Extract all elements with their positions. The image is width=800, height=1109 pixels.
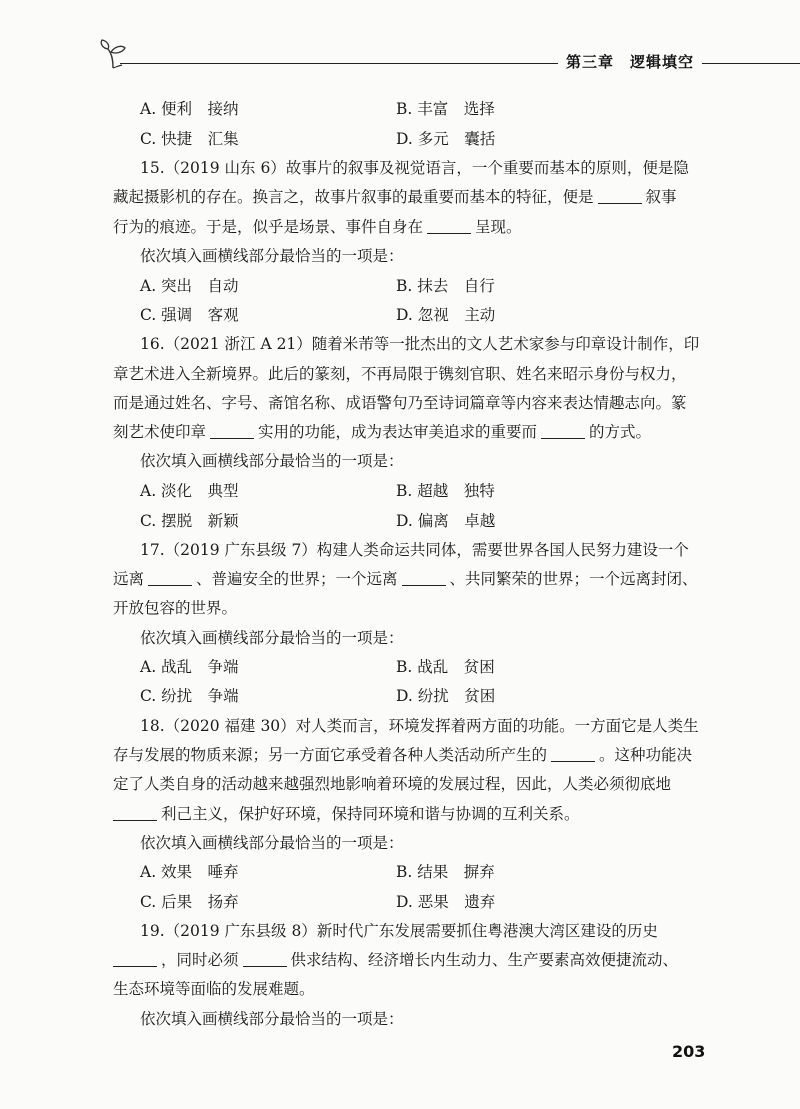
- q19-text: ，同时必须: [161, 951, 239, 969]
- q18-prompt: 依次填入画横线部分最恰当的一项是：: [140, 834, 404, 852]
- q18-line-4: [0, 804, 800, 824]
- header-rule-right: [702, 63, 800, 64]
- q16-text: 实用的功能，成为表达审美追求的重要而: [258, 423, 538, 441]
- option-a: A. 淡化 典型: [140, 482, 239, 500]
- q19-line-2: [0, 950, 800, 970]
- header-rule-left: [120, 63, 558, 64]
- answer-blank: [427, 219, 471, 234]
- option-c: C. 摆脱 新颖: [140, 512, 239, 530]
- q18-text: 存与发展的物质来源；另一方面它承受着各种人类活动所产生的: [113, 746, 548, 764]
- answer-blank: [402, 571, 446, 586]
- option-c: C. 纷扰 争端: [140, 687, 239, 705]
- q16-line-2: 章艺术进入全新境界。此后的篆刻，不再局限于镌刻官职、姓名来昭示身份与权力，: [113, 365, 687, 383]
- answer-blank: [243, 952, 287, 967]
- option-a: A. 战乱 争端: [140, 658, 239, 676]
- q15-text: 呈现。: [475, 218, 522, 236]
- q16-line-1: 16.（2021 浙江 A 21）随着米芾等一批杰出的文人艺术家参与印章设计制作，印: [140, 335, 700, 353]
- running-header: [98, 38, 714, 78]
- q17-text: 、共同繁荣的世界；一个远离封闭、: [449, 570, 698, 588]
- option-a: A. 便利 接纳: [140, 100, 239, 118]
- q15-text: 藏起摄影机的存在。换言之，故事片叙事的最重要而基本的特征，便是: [113, 188, 594, 206]
- option-d: D. 忽视 主动: [396, 306, 496, 324]
- option-d: D. 恶果 遗弃: [396, 893, 496, 911]
- answer-blank: [148, 571, 192, 586]
- q19-line-3: 生态环境等面临的发展难题。: [113, 980, 315, 998]
- answer-blank: [113, 952, 157, 967]
- q18-line-1: 18.（2020 福建 30）对人类而言，环境发挥着两方面的功能。一方面它是人类生: [140, 717, 699, 735]
- option-b: B. 超越 独特: [396, 482, 495, 500]
- option-b: B. 结果 摒弃: [396, 863, 495, 881]
- q19-prompt: 依次填入画横线部分最恰当的一项是：: [140, 1010, 404, 1028]
- answer-blank: [598, 189, 642, 204]
- option-d: D. 纷扰 贫困: [396, 687, 496, 705]
- option-c: C. 后果 扬弃: [140, 893, 239, 911]
- option-c: C. 强调 客观: [140, 306, 239, 324]
- q15-text: 行为的痕迹。于是，似乎是场景、事件自身在: [113, 218, 424, 236]
- q16-line-3: 而是通过姓名、字号、斋馆名称、成语警句乃至诗词篇章等内容来表达情趣志向。篆: [113, 394, 687, 412]
- q15-line-3: [0, 217, 800, 237]
- q15-prompt: 依次填入画横线部分最恰当的一项是：: [140, 247, 404, 265]
- q18-line-2: [0, 745, 800, 765]
- chapter-title: 第三章 逻辑填空: [566, 53, 695, 71]
- q17-prompt: 依次填入画横线部分最恰当的一项是：: [140, 629, 404, 647]
- q19-line-1: 19.（2019 广东县级 8）新时代广东发展需要抓住粤港澳大湾区建设的历史: [140, 922, 658, 940]
- page-number: 203: [672, 1042, 706, 1061]
- q18-text: 利己主义，保护好环境，保持同环境和谐与协调的互利关系。: [161, 805, 580, 823]
- answer-blank: [551, 747, 595, 762]
- option-d: D. 偏离 卓越: [396, 512, 496, 530]
- q17-line-3: 开放包容的世界。: [113, 599, 238, 617]
- option-d: D. 多元 囊括: [396, 130, 496, 148]
- sprout-icon: [98, 38, 128, 72]
- option-b: B. 丰富 选择: [396, 100, 495, 118]
- q18-line-3: 定了人类自身的活动越来越强烈地影响着环境的发展过程，因此，人类必须彻底地: [113, 775, 672, 793]
- q17-text: 、普遍安全的世界；一个远离: [196, 570, 398, 588]
- q16-text: 刻艺术使印章: [113, 423, 207, 441]
- q16-text: 的方式。: [589, 423, 652, 441]
- q15-text: 叙事: [645, 188, 677, 206]
- q17-line-1: 17.（2019 广东县级 7）构建人类命运共同体，需要世界各国人民努力建设一个: [140, 541, 689, 559]
- q17-line-2: [0, 569, 800, 589]
- option-b: B. 战乱 贫困: [396, 658, 495, 676]
- q19-text: 供求结构、经济增长内生动力、生产要素高效便捷流动、: [290, 951, 679, 969]
- q16-line-4: [0, 422, 800, 442]
- q17-text: 远离: [113, 570, 145, 588]
- answer-blank: [541, 424, 585, 439]
- option-b: B. 抹去 自行: [396, 277, 495, 295]
- q18-text: 。这种功能决: [599, 746, 693, 764]
- answer-blank: [210, 424, 254, 439]
- option-c: C. 快捷 汇集: [140, 130, 239, 148]
- option-a: A. 效果 唾弃: [140, 863, 239, 881]
- answer-blank: [113, 806, 157, 821]
- q15-line-1: 15.（2019 山东 6）故事片的叙事及视觉语言，一个重要而基本的原则，便是隐: [140, 159, 689, 177]
- option-a: A. 突出 自动: [140, 277, 239, 295]
- q15-line-2: [0, 187, 800, 207]
- q16-prompt: 依次填入画横线部分最恰当的一项是：: [140, 452, 404, 470]
